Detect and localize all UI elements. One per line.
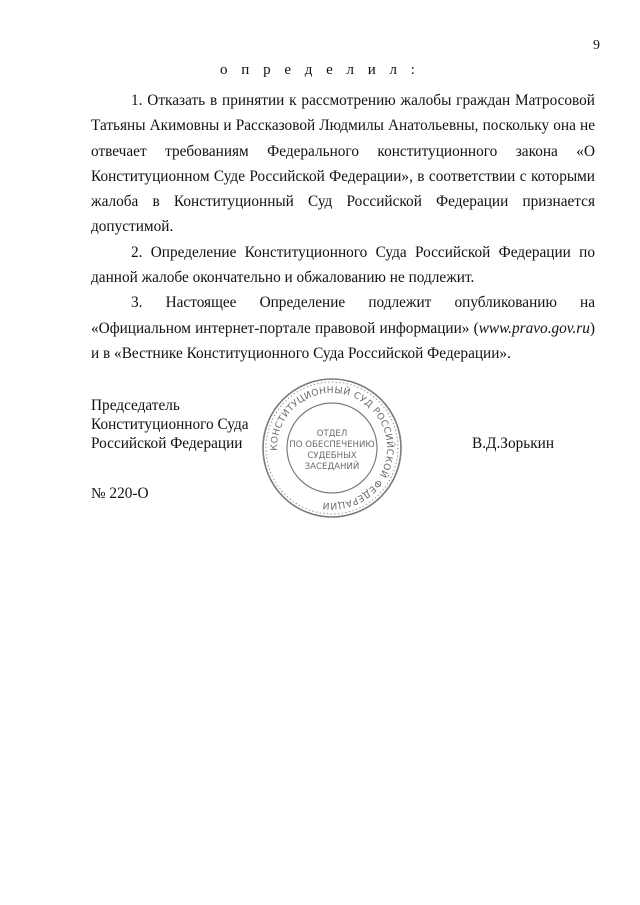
paragraph-3-text-start: 3. Настоящее Определение подлежит опубликованию на «Официальном интернет-портале правовой информации» ( — [91, 294, 595, 337]
paragraph-1: 1. Отказать в принятии к рассмотрению жалобы граждан Матросовой Татьяны Акимовны и Рассказовой Людмилы Анатольевны, поскольку она не отвечает требованиям Федерального конституционного закона «О Конституционном Суде Российской Федерации», в соответствии с которыми жалоба в Конституционный Суд Российской Федерации признается допустимой. — [91, 92, 595, 236]
stamp-center-line-4: ЗАСЕДАНИЙ — [304, 462, 360, 472]
decision-heading: о п р е д е л и л : — [220, 62, 420, 78]
signatory-title-line-1: Председатель — [91, 397, 180, 414]
decision-body — [91, 88, 595, 366]
stamp-center-line-1: ОТДЕЛ — [316, 429, 348, 439]
paragraph-3-text-end: ) и в «Вестнике Конституционного Суда Российской Федерации». — [91, 319, 595, 362]
court-seal-stamp — [260, 376, 404, 520]
signatory-title — [91, 396, 249, 453]
paragraph-3 — [91, 290, 595, 366]
document-number: № 220-О — [91, 485, 149, 502]
signatory-title-line-2: Конституционного Суда — [91, 416, 249, 433]
stamp-center-line-3: СУДЕБНЫХ — [307, 451, 357, 461]
stamp-ring-text-path: КОНСТИТУЦИОННЫЙ СУД РОССИЙСКОЙ ФЕДЕРАЦИИ — [268, 384, 396, 512]
pravo-website-reference: www.pravo.gov.ru — [478, 319, 590, 337]
page-number: 9 — [593, 38, 600, 53]
signatory-title-line-3: Российской Федерации — [91, 435, 243, 452]
stamp-center-line-2: ПО ОБЕСПЕЧЕНИЮ — [289, 440, 375, 450]
signatory-name: В.Д.Зорькин — [472, 435, 555, 452]
paragraph-2: 2. Определение Конституционного Суда Российской Федерации по данной жалобе окончательно и обжалованию не подлежит. — [91, 243, 595, 287]
